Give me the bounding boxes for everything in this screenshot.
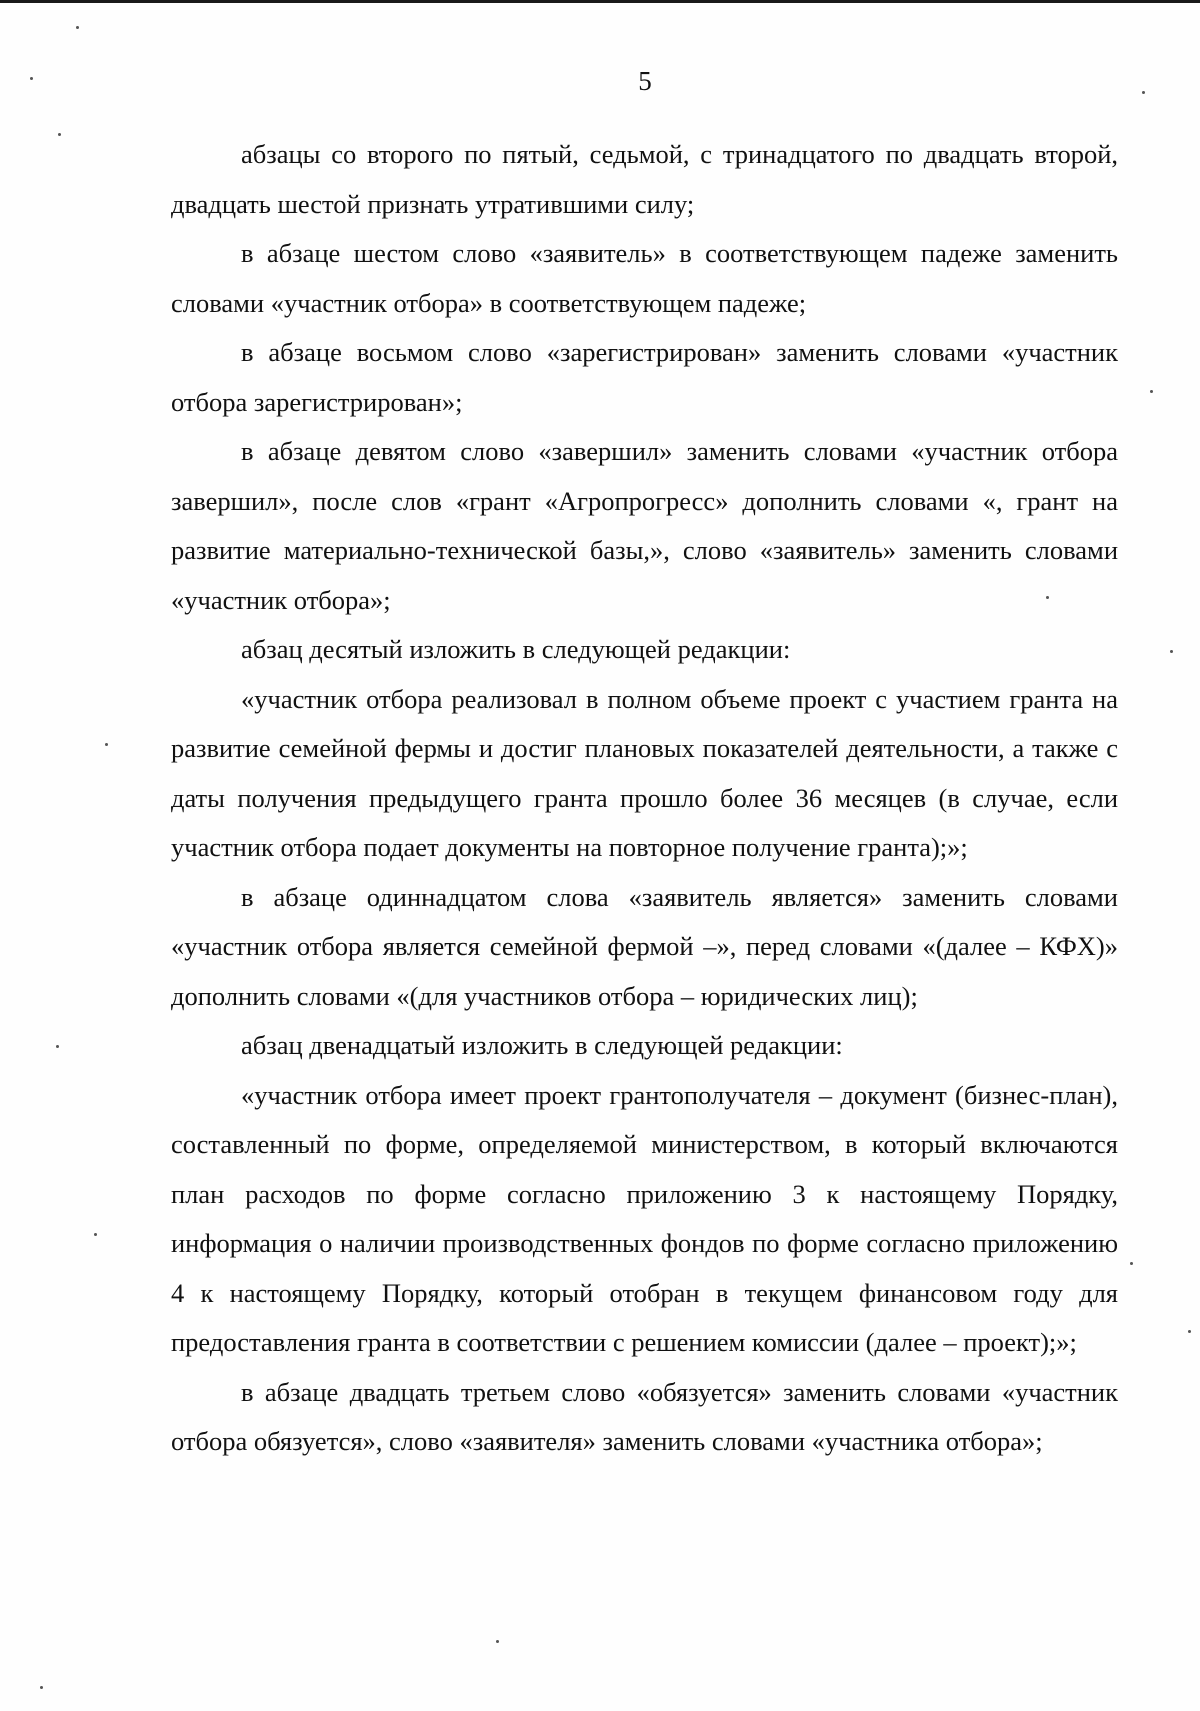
paragraph: в абзаце восьмом слово «зарегистрирован» заменить словами «участник отбора зарегистрирован»;: [171, 337, 1118, 417]
scan-speck: [1150, 390, 1153, 393]
paragraph: в абзаце девятом слово «завершил» заменить словами «участник отбора завершил», после слов «грант «Агропрогресс» дополнить словами «, грант на развитие материально-технической базы,», слово «заявитель» заменить словами «участник отбора»;: [171, 436, 1118, 615]
scan-top-edge: [0, 0, 1200, 3]
paragraph: в абзаце шестом слово «заявитель» в соответствующем падеже заменить словами «участник отбора» в соответствующем падеже;: [171, 238, 1118, 318]
scan-speck: [1188, 1330, 1191, 1333]
paragraph: абзац десятый изложить в следующей редакции:: [241, 634, 791, 664]
paragraph: абзацы со второго по пятый, седьмой, с тринадцатого по двадцать второй, двадцать шестой признать утратившими силу;: [171, 139, 1118, 219]
scan-speck: [94, 1233, 97, 1236]
paragraph: в абзаце одиннадцатом слова «заявитель является» заменить словами «участник отбора является семейной фермой –», перед словами «(далее – КФХ)» дополнить словами «(для участников отбора – юридических лиц);: [171, 881, 1118, 1011]
paragraph: абзац двенадцатый изложить в следующей редакции:: [241, 1030, 843, 1060]
paragraph: «участник отбора имеет проект грантополучателя – документ (бизнес-план), составленный по форме, определяемой министерством, в который включаются план расходов по форме согласно приложению 3 к настоящему Порядку, информация о наличии производственных фондов по форме согласно приложению 4 к настоящему Порядку, который отобран в текущем финансовом году для предоставления гранта в соответствии с решением комиссии (далее – проект);»;: [171, 1079, 1118, 1357]
paragraph: в абзаце двадцать третьем слово «обязуется» заменить словами «участник отбора обязуется», слово «заявителя» заменить словами «участника отбора»;: [171, 1376, 1118, 1456]
document-body: [171, 130, 1118, 1467]
scan-speck: [56, 1045, 59, 1048]
scan-speck: [1170, 650, 1173, 653]
paragraph: «участник отбора реализовал в полном объеме проект с участием гранта на развитие семейной фермы и достиг плановых показателей деятельности, а также с даты получения предыдущего гранта прошло более 36 месяцев (в случае, если участник отбора подает документы на повторное получение гранта);»;: [171, 683, 1118, 862]
page-number: 5: [638, 66, 652, 96]
scan-speck: [76, 26, 79, 29]
scan-speck: [58, 133, 61, 136]
scan-speck: [30, 77, 33, 80]
scan-speck: [40, 1686, 43, 1689]
scan-speck: [1142, 91, 1145, 94]
scan-speck: [496, 1640, 499, 1643]
scan-speck: [1046, 596, 1049, 599]
scan-speck: [1130, 1262, 1133, 1265]
scan-speck: [105, 743, 108, 746]
